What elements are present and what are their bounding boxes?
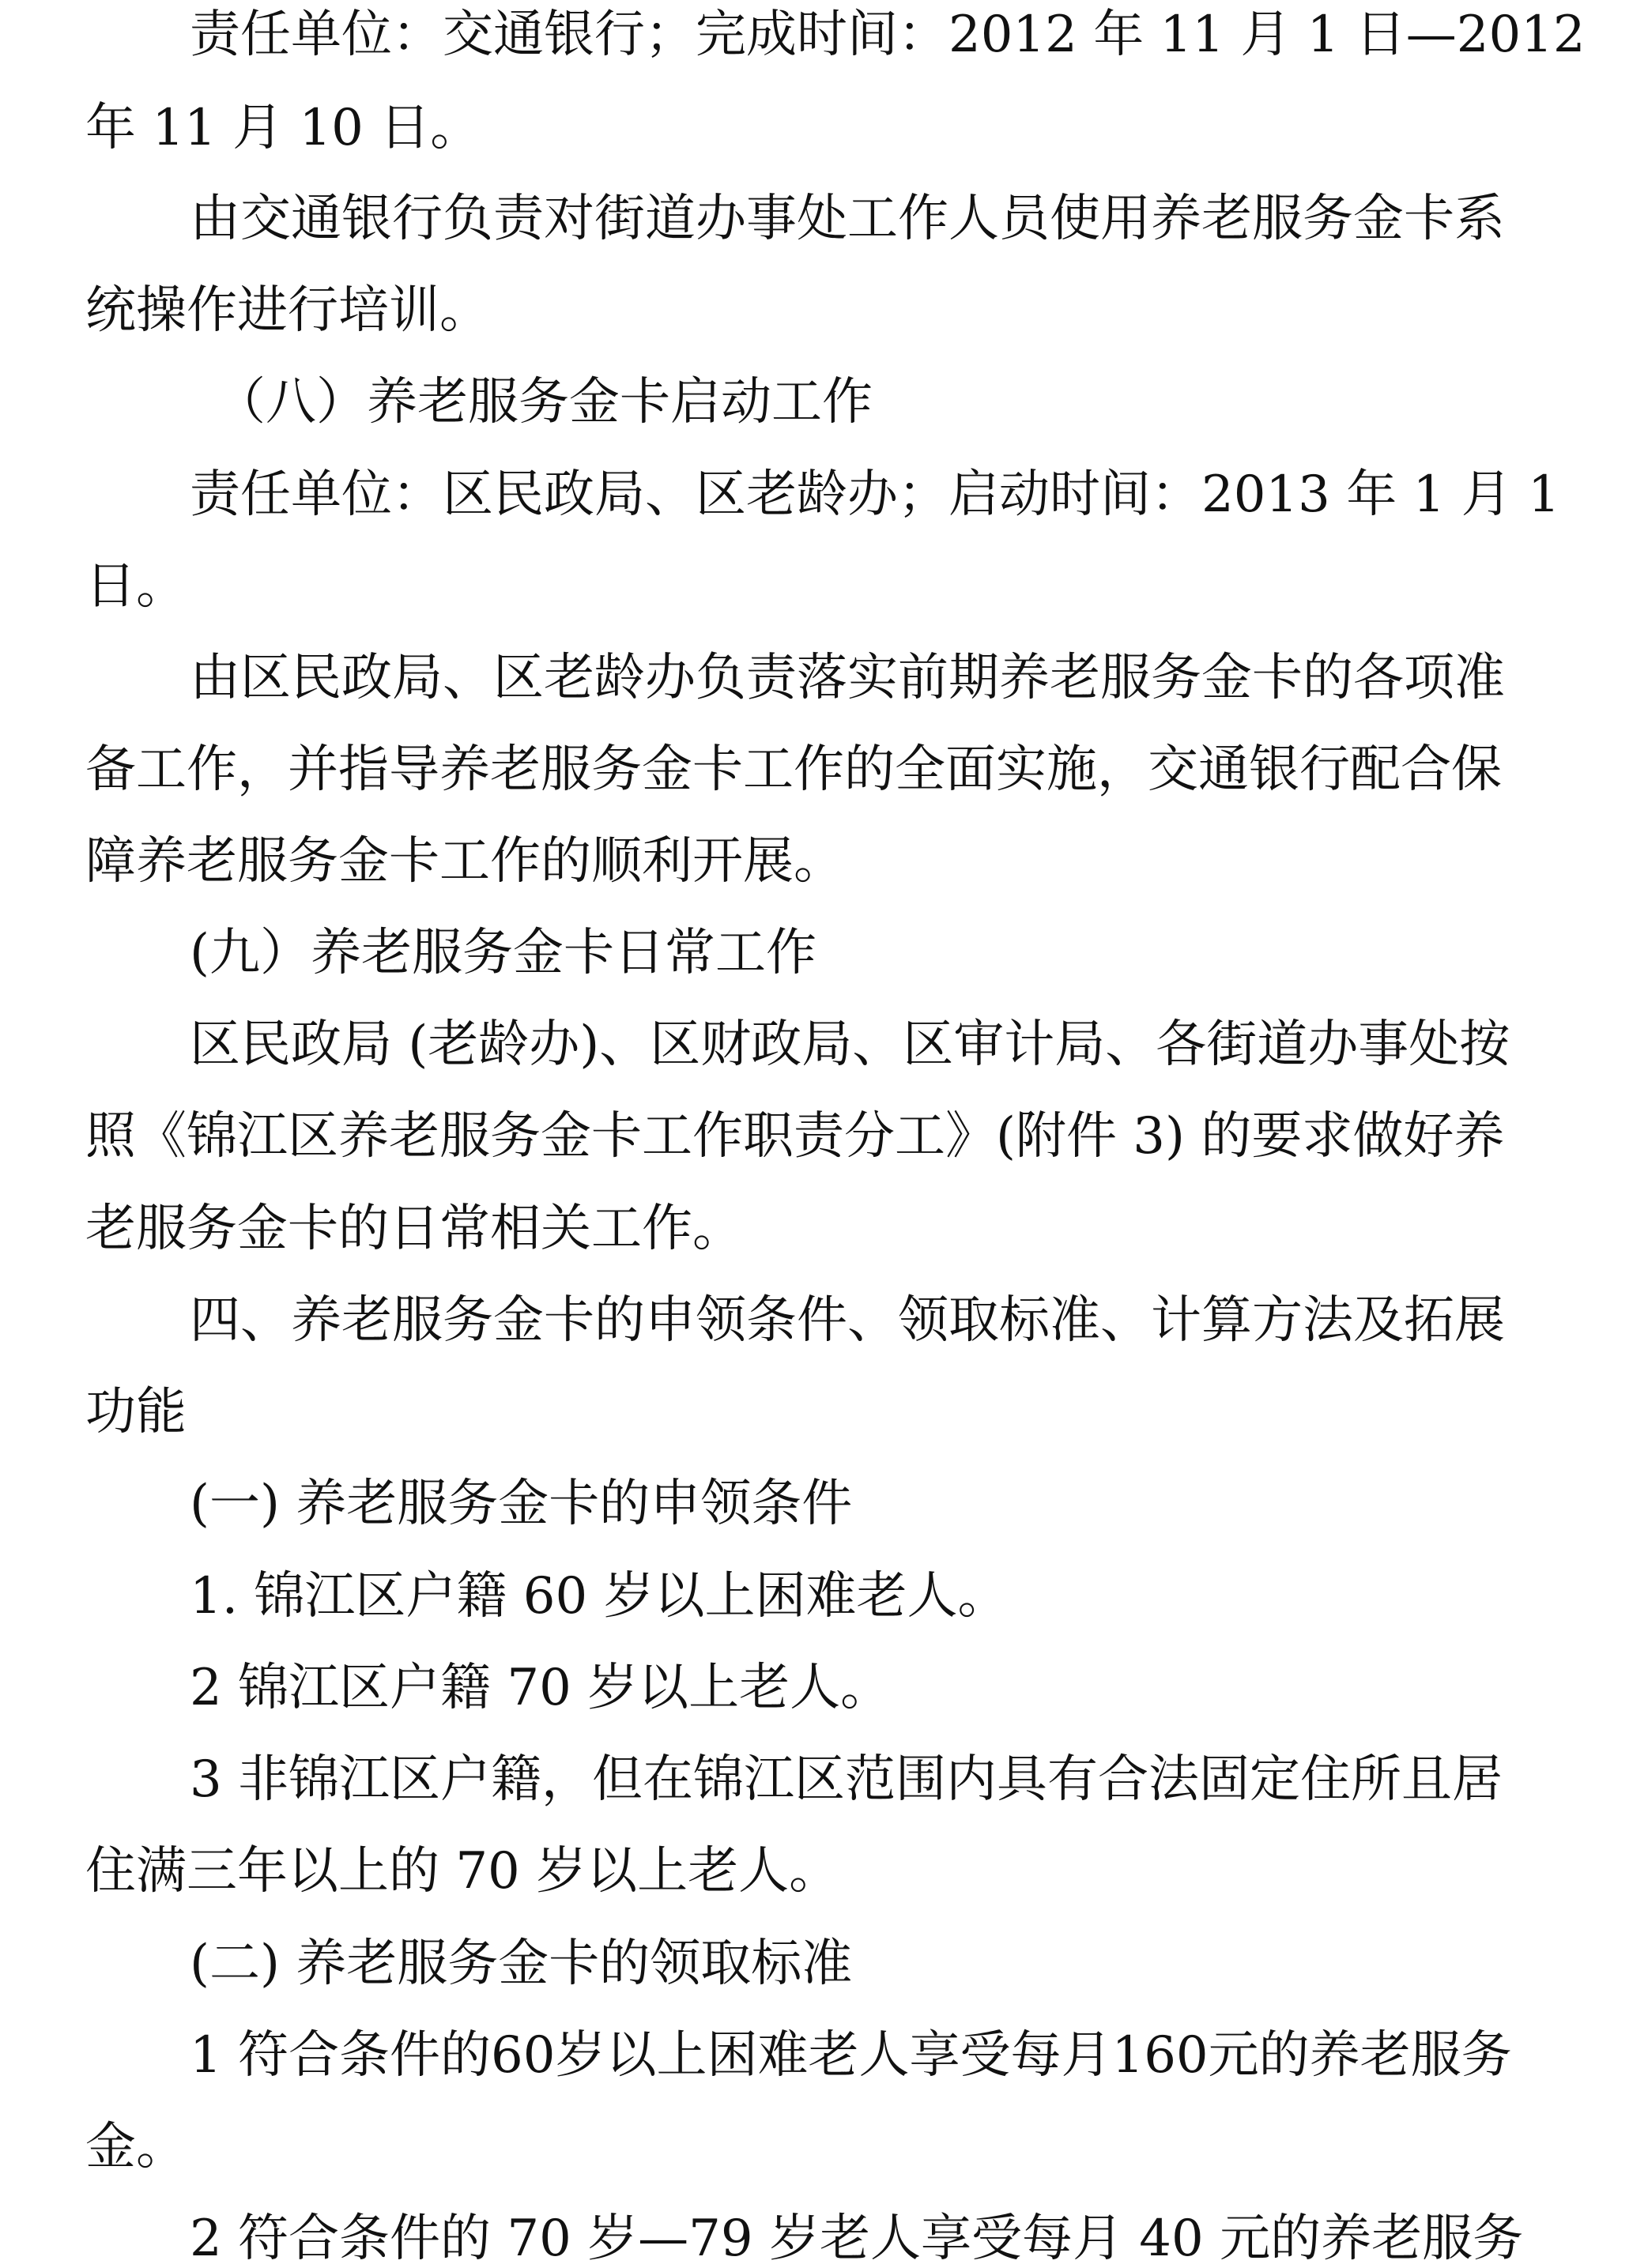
paragraph-line: 障养老服务金卡工作的顺利开展。	[85, 832, 844, 891]
list-item: 3 非锦江区户籍，但在锦江区范围内具有合法固定住所且居	[190, 1750, 1503, 1809]
paragraph-line: 由区民政局、区老龄办负责落实前期养老服务金卡的各项准	[190, 649, 1505, 707]
paragraph-line: 区民政局 (老龄办)、区财政局、区审计局、各街道办事处按	[190, 1015, 1510, 1074]
section-heading: 四、养老服务金卡的申领条件、领取标准、计算方法及拓展	[190, 1291, 1505, 1350]
paragraph-line: 日。	[85, 557, 187, 616]
section-heading: (九）养老服务金卡日常工作	[190, 924, 816, 982]
section-heading: （八）养老服务金卡启动工作	[215, 373, 873, 431]
paragraph-line: 统操作进行培训。	[85, 281, 490, 340]
list-item: 1. 锦江区户籍 60 岁以上困难老人。	[190, 1567, 1009, 1626]
section-heading: (二) 养老服务金卡的领取标准	[190, 1935, 853, 1993]
paragraph-line: 备工作，并指导养老服务金卡工作的全面实施，交通银行配合保	[85, 740, 1502, 799]
paragraph-line: 老服务金卡的日常相关工作。	[85, 1200, 743, 1258]
list-item: 2 锦江区户籍 70 岁以上老人。	[190, 1659, 892, 1717]
paragraph-line: 年 11 月 10 日。	[85, 99, 481, 157]
paragraph-line: 责任单位：交通银行；完成时间：2012 年 11 月 1 日—2012	[190, 6, 1586, 64]
paragraph-line: 照《锦江区养老服务金卡工作职责分工》(附件 3) 的要求做好养	[85, 1107, 1505, 1166]
list-item: 1 符合条件的60岁以上困难老人享受每月160元的养老服务	[190, 2026, 1512, 2085]
paragraph-line: 由交通银行负责对街道办事处工作人员使用养老服务金卡系	[190, 190, 1505, 248]
section-heading: 功能	[85, 1383, 187, 1441]
list-item: 住满三年以上的 70 岁以上老人。	[85, 1842, 840, 1901]
list-item: 2 符合条件的 70 岁—79 岁老人享受每月 40 元的养老服务	[190, 2210, 1524, 2268]
paragraph-line: 责任单位：区民政局、区老龄办；启动时间：2013 年 1 月 1	[190, 465, 1560, 524]
list-item: 金。	[85, 2118, 187, 2176]
section-heading: (一) 养老服务金卡的申领条件	[190, 1475, 853, 1533]
